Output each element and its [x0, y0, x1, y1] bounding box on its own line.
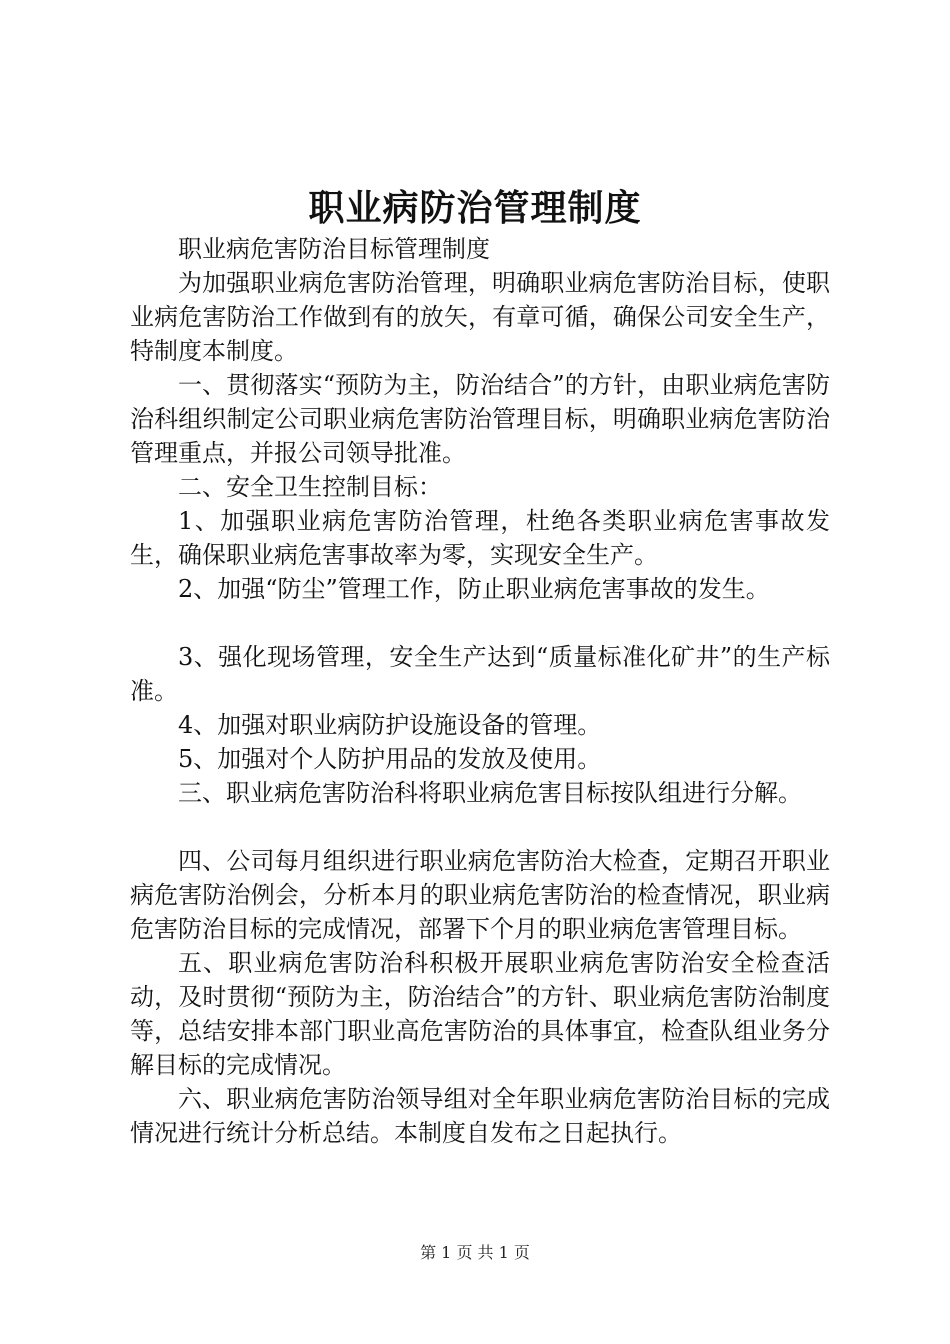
- paragraph-2-item-4: 4、加强对职业病防护设施设备的管理。: [178, 711, 602, 739]
- paragraph-5: 五、职业病危害防治科积极开展职业病危害防治安全检查活动，及时贯彻“预防为主，防治结合”的方针、职业病危害防治制度等，总结安排本部门职业高危害防治的具体事宜，检查队组业务分解目标的完成情况。: [130, 949, 830, 1079]
- paragraph-2-item-5: 5、加强对个人防护用品的发放及使用。: [178, 745, 602, 773]
- paragraph-3: 三、职业病危害防治科将职业病危害目标按队组进行分解。: [178, 779, 802, 807]
- page-number-footer: 第 1 页 共 1 页: [420, 1243, 530, 1262]
- document-title: 职业病防治管理制度: [308, 187, 642, 229]
- paragraph-2: 二、安全卫生控制目标：: [178, 473, 442, 501]
- section-heading: 职业病危害防治目标管理制度: [178, 235, 490, 263]
- paragraph-6: 六、职业病危害防治领导组对全年职业病危害防治目标的完成情况进行统计分析总结。本制度自发布之日起执行。: [130, 1085, 830, 1147]
- document-body: [130, 232, 830, 1150]
- paragraph-2-item-3: 3、强化现场管理，安全生产达到“质量标准化矿井”的生产标准。: [130, 643, 830, 705]
- paragraph-intro: 为加强职业病危害防治管理，明确职业病危害防治目标，使职业病危害防治工作做到有的放矢，有章可循，确保公司安全生产，特制度本制度。: [130, 269, 830, 365]
- paragraph-4: 四、公司每月组织进行职业病危害防治大检查，定期召开职业病危害防治例会，分析本月的职业病危害防治的检查情况，职业病危害防治目标的完成情况，部署下个月的职业病危害管理目标。: [130, 847, 830, 943]
- paragraph-1: 一、贯彻落实“预防为主，防治结合”的方针，由职业病危害防治科组织制定公司职业病危害防治管理目标，明确职业病危害防治管理重点，并报公司领导批准。: [130, 371, 830, 467]
- paragraph-2-item-2: 2、加强“防尘”管理工作，防止职业病危害事故的发生。: [178, 575, 770, 603]
- paragraph-2-item-1: 1、加强职业病危害防治管理，杜绝各类职业病危害事故发生，确保职业病危害事故率为零，实现安全生产。: [130, 507, 830, 569]
